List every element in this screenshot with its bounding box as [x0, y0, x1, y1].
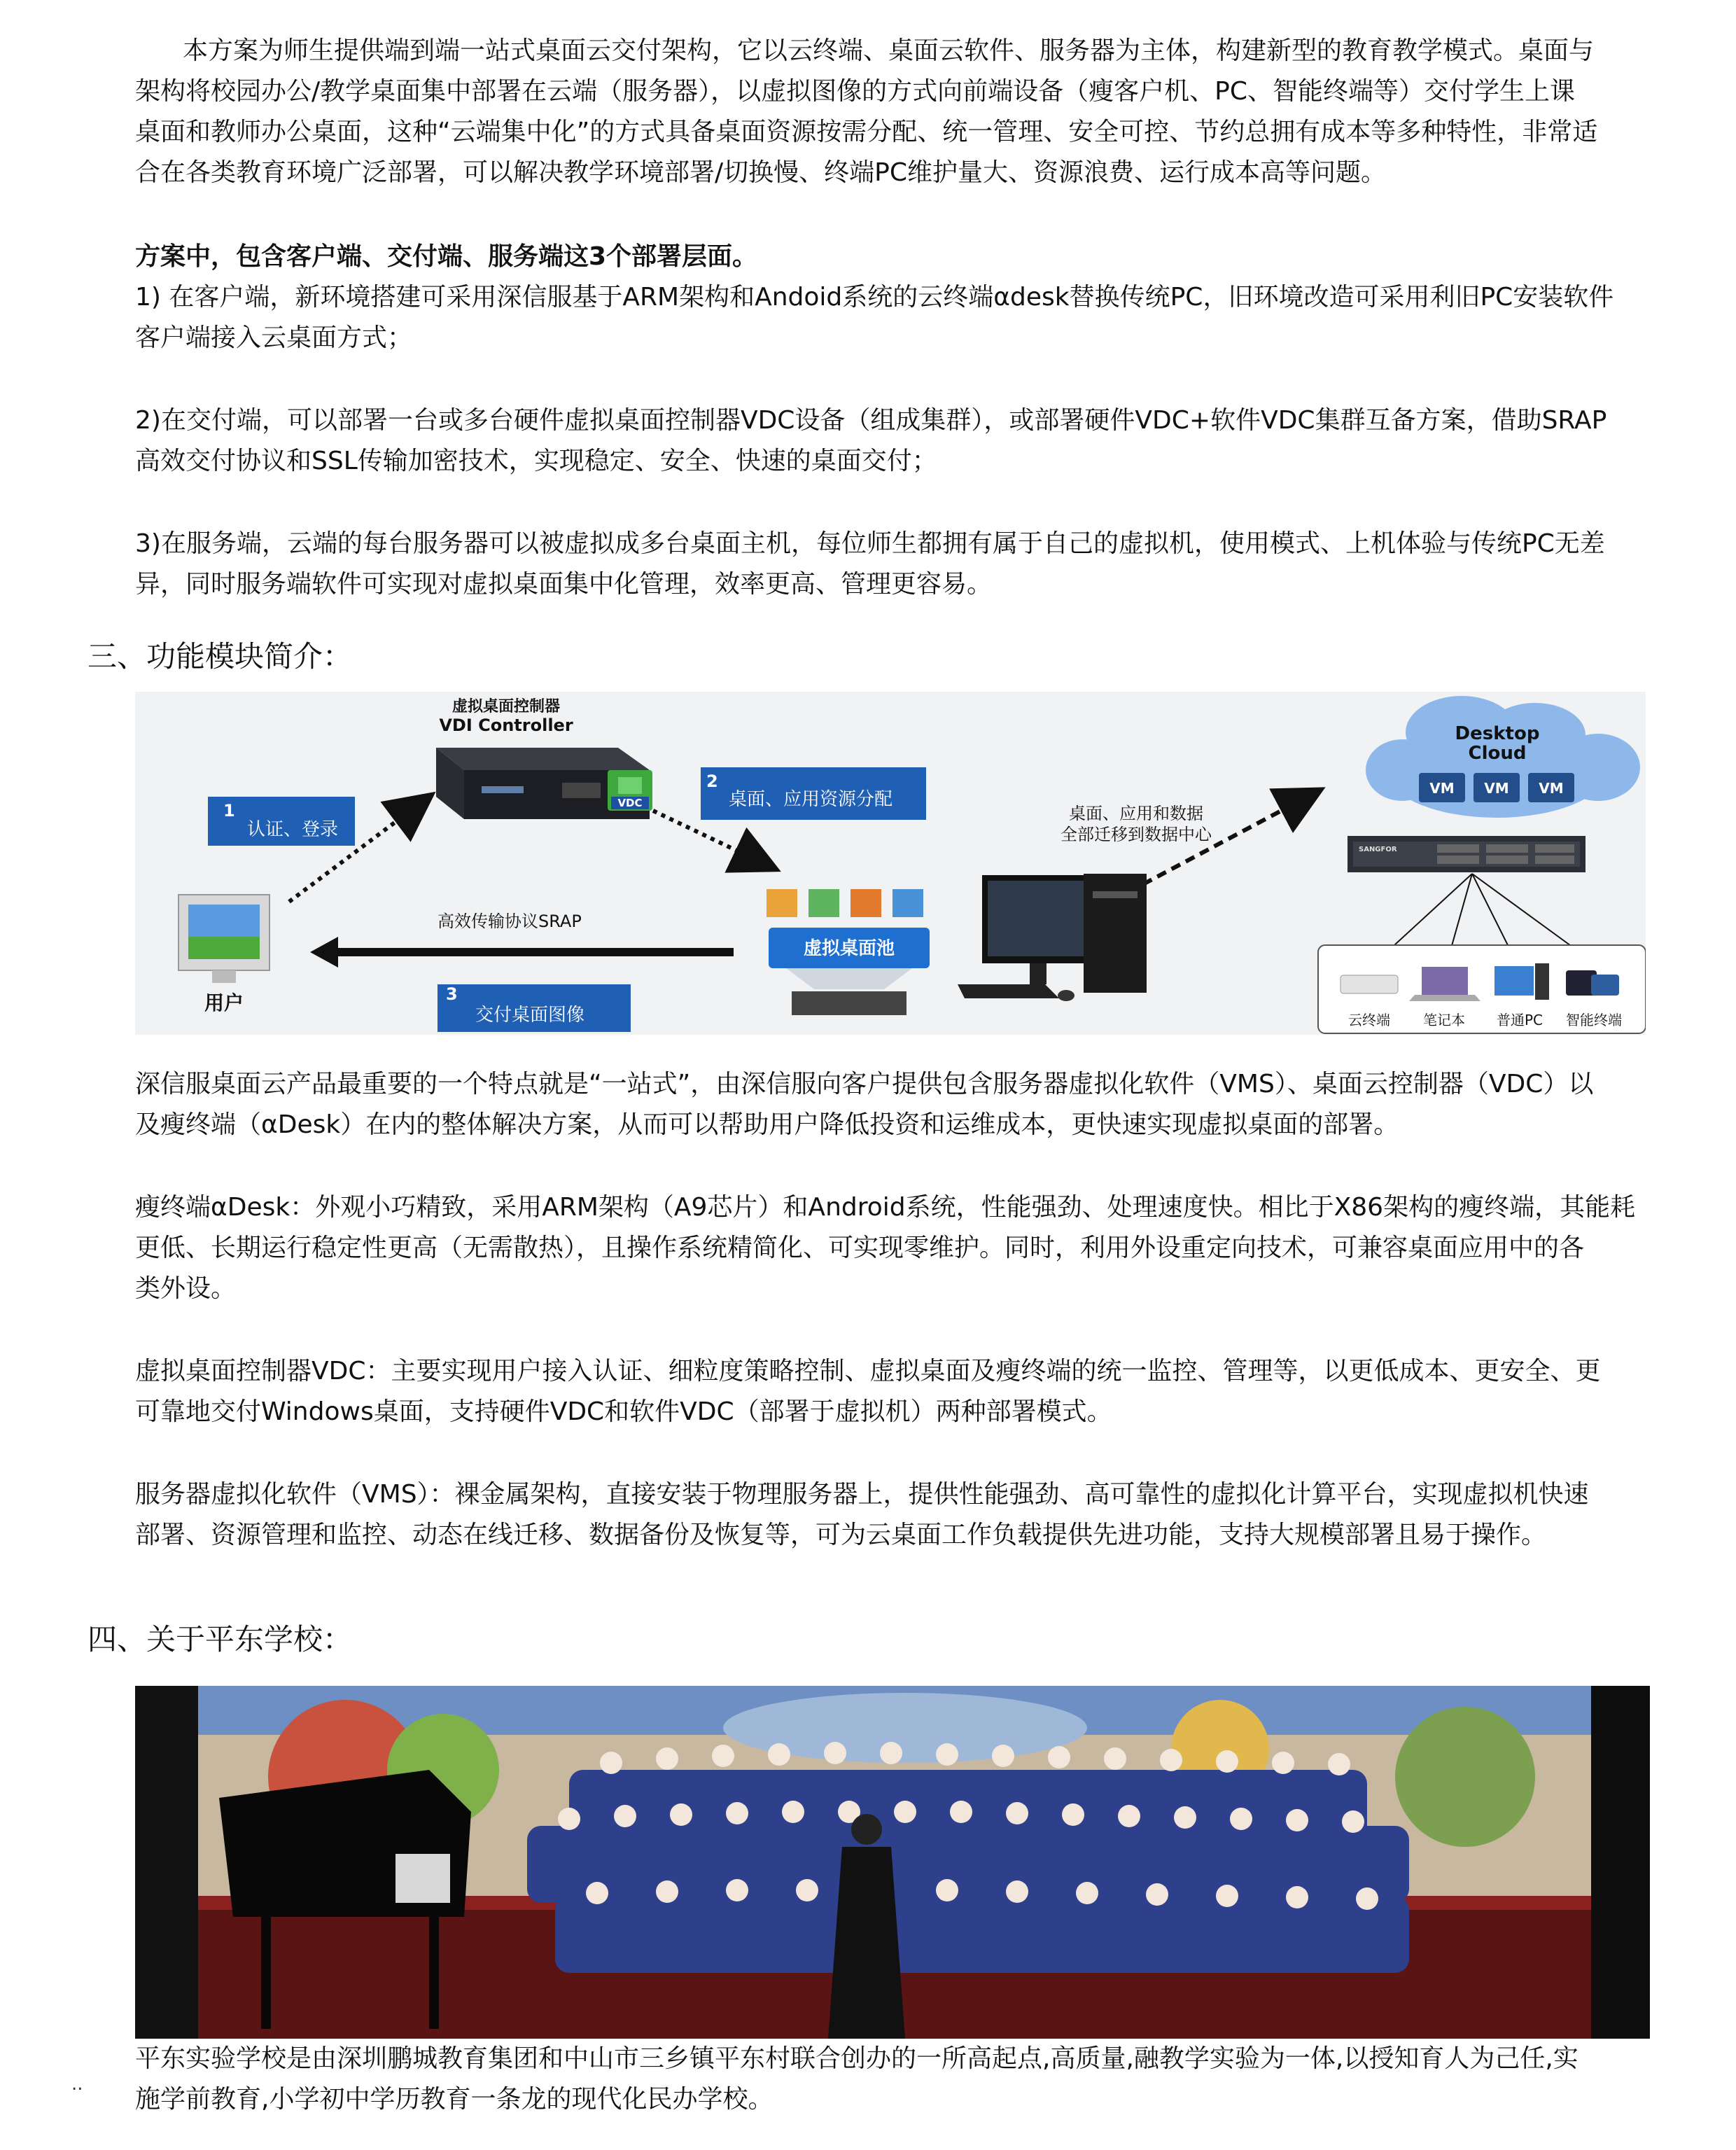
pc-workstation-icon — [958, 874, 1147, 1001]
section-heading-modules: 三、功能模块简介： — [88, 639, 353, 673]
architecture-diagram — [135, 692, 1646, 1035]
adesk-line: 瘦终端αDesk：外观小巧精致，采用ARM架构（A9芯片）和Android系统，性能强劲、处理速度快。相比于X86架构的瘦终端，其能耗 — [135, 1193, 1636, 1222]
intro-line: 架构将校园办公/教学桌面集中部署在云端（服务器），以虚拟图像的方式向前端设备（瘦客户机、PC、智能终端等）交付学生上课 — [135, 77, 1575, 106]
cloud-title-line1: Desktop — [1455, 723, 1540, 744]
vms-line: 服务器虚拟化软件（VMS）：裸金属架构，直接安装于物理服务器上，提供性能强劲、高可靠性的虚拟化计算平台，实现虚拟机快速 — [135, 1480, 1589, 1509]
server-brand: SANGFOR — [1359, 846, 1397, 853]
step3-number: 3 — [446, 984, 458, 1004]
controller-title-en: VDI Controller — [439, 715, 573, 735]
intro-line: 合在各类教育环境广泛部署，可以解决教学环境部署/切换慢、终端PC维护量大、资源浪费、运行成本高等问题。 — [135, 158, 1386, 187]
desktop-pool-label: 虚拟桌面池 — [803, 938, 895, 959]
deploy-delivery-line: 高效交付协议和SSL传输加密技术，实现稳定、安全、快速的桌面交付； — [135, 447, 937, 475]
migrate-label-line1: 桌面、应用和数据 — [1069, 804, 1203, 823]
thin-client-icon — [1340, 975, 1398, 993]
migrate-label-line2: 全部迁移到数据中心 — [1060, 825, 1212, 844]
step2-label: 桌面、应用资源分配 — [729, 789, 893, 810]
vms-paragraph — [135, 1474, 1654, 1556]
deploy-client-line: 1) 在客户端，新环境搭建可采用深信服基于ARM架构和Andoid系统的云终端αdesk替换传统PC，旧环境改造可采用利旧PC安装软件 — [135, 283, 1614, 312]
adesk-paragraph — [135, 1187, 1654, 1309]
deploy-title: 方案中，包含客户端、交付端、服务端这3个部署层面。 — [135, 242, 758, 271]
desktop-pool-icons — [766, 889, 923, 917]
vdc-badge-icon — [608, 770, 652, 811]
device-label: 笔记本 — [1423, 1012, 1465, 1028]
srap-arrow-head — [310, 937, 338, 968]
intro-line: 桌面和教师办公桌面，这种“云端集中化”的方式具备桌面资源按需分配、统一管理、安全可控、节约总拥有成本等多种特性，非常适 — [135, 118, 1598, 146]
desktop-pool-base — [786, 968, 912, 989]
deploy-client-paragraph — [135, 277, 1654, 358]
vms-line: 部署、资源管理和监控、动态在线迁移、数据备份及恢复等，可为云桌面工作负载提供先进功能，支持大规模部署且易于操作。 — [135, 1521, 1547, 1549]
device-label: 云终端 — [1348, 1012, 1390, 1028]
school-description-line: 施学前教育,小学初中学历教育一条龙的现代化民办学校。 — [135, 2085, 774, 2114]
vdc-paragraph — [135, 1351, 1654, 1432]
controller-title-cn: 虚拟桌面控制器 — [451, 698, 561, 715]
user-monitor-icon — [178, 895, 270, 983]
cloud-title-line2: Cloud — [1468, 743, 1527, 764]
products-overview-line: 深信服桌面云产品最重要的一个特点就是“一站式”，由深信服向客户提供包含服务器虚拟化软件（VMS）、桌面云控制器（VDC）以 — [135, 1070, 1594, 1098]
device-label: 智能终端 — [1566, 1012, 1622, 1028]
step3-label: 交付桌面图像 — [475, 1005, 585, 1026]
vdc-line: 虚拟桌面控制器VDC：主要实现用户接入认证、细粒度策略控制、虚拟桌面及瘦终端的统一监控、管理等，以更低成本、更安全、更 — [135, 1357, 1601, 1385]
step1-box — [208, 797, 355, 846]
section-heading-school: 四、关于平东学校： — [88, 1622, 353, 1656]
adesk-line: 类外设。 — [135, 1274, 237, 1303]
rack-server-icon — [1348, 836, 1586, 872]
deploy-server-paragraph — [135, 524, 1654, 605]
intro-line: 本方案为师生提供端到端一站式桌面云交付架构，它以云终端、桌面云软件、服务器为主体，构建新型的教育教学模式。桌面与 — [183, 36, 1595, 65]
products-overview-line: 及瘦终端（αDesk）在内的整体解决方案，从而可以帮助用户降低投资和运维成本，更快速实现虚拟桌面的部署。 — [135, 1110, 1399, 1139]
vdc-badge-label: VDC — [617, 797, 643, 809]
vm-label: VM — [1429, 780, 1455, 797]
user-label: 用户 — [204, 991, 244, 1014]
school-description-line: 平东实验学校是由深圳鹏城教育集团和中山市三乡镇平东村联合创办的一所高起点,高质量,融教学实验为一体,以授知育人为己任,实 — [135, 2044, 1578, 2073]
step1-label: 认证、登录 — [247, 819, 339, 840]
deploy-delivery-paragraph — [135, 400, 1654, 482]
products-overview-paragraph — [135, 1064, 1654, 1145]
step2-number: 2 — [706, 772, 718, 791]
vdc-line: 可靠地交付Windows桌面，支持硬件VDC和软件VDC（部署于虚拟机）两种部署模式。 — [135, 1397, 1112, 1426]
vm-label: VM — [1539, 780, 1564, 797]
step2-box — [701, 767, 926, 820]
desktop-pc-icon — [1494, 963, 1549, 1000]
deploy-delivery-line: 2)在交付端，可以部署一台或多台硬件虚拟桌面控制器VDC设备（组成集群），或部署硬件VDC+软件VDC集群互备方案，借助SRAP — [135, 406, 1607, 435]
deploy-server-line: 3)在服务端，云端的每台服务器可以被虚拟成多台桌面主机，每位师生都拥有属于自己的虚拟机，使用模式、上机体验与传统PC无差 — [135, 529, 1605, 558]
deploy-server-line: 异，同时服务端软件可实现对虚拟桌面集中化管理，效率更高、管理更容易。 — [135, 570, 993, 599]
vm-label: VM — [1484, 780, 1509, 797]
footer-mark: .. — [71, 2074, 83, 2095]
adesk-line: 更低、长期运行稳定性更高（无需散热），且操作系统精简化、可实现零维护。同时，利用外设重定向技术，可兼容桌面应用中的各 — [135, 1234, 1585, 1262]
deploy-client-line: 客户端接入云桌面方式； — [135, 323, 413, 352]
school-choir-photo — [135, 1686, 1650, 2039]
srap-label: 高效传输协议SRAP — [438, 912, 582, 931]
pool-server-icon — [792, 991, 906, 1015]
school-description — [135, 2039, 1654, 2120]
intro-paragraph — [135, 31, 1654, 193]
device-label: 普通PC — [1496, 1012, 1544, 1028]
step3-box — [438, 984, 631, 1032]
step1-number: 1 — [223, 801, 235, 821]
